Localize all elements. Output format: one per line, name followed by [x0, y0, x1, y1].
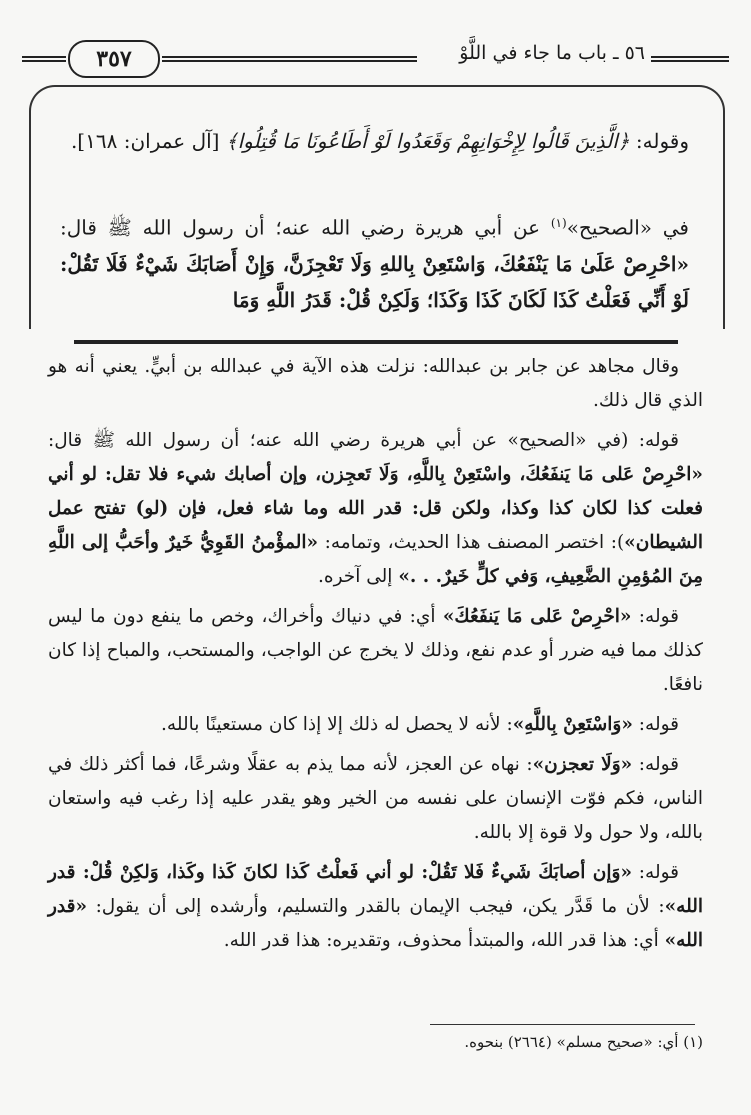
commentary-paragraph-6: [48, 856, 703, 958]
p2-mid: ): اختصر المصنف هذا الحديث، وتمامه:: [318, 532, 625, 553]
commentary-paragraph-4: [48, 708, 703, 742]
p5-rest: : نهاه عن العجز، لأنه مما يذم به عقلًا وشرعًا، فما أكثر ذلك في الناس، فكم فوّت الإنسان على نفسه من الخير وهو يقدر عليه إذا رغب فيه واستعان بالله، ولا حول ولا قوة إلا بالله.: [48, 754, 703, 843]
commentary-paragraph-2: [48, 424, 703, 594]
page-number-badge: [68, 40, 160, 78]
chapter-title: ٥٦ ـ باب ما جاء في اللَّوْ: [459, 42, 645, 64]
p3-quote: «احْرِصْ عَلى مَا يَنفَعُكَ»: [442, 606, 632, 627]
verse-reference: [آل عمران: ١٦٨].: [70, 129, 226, 153]
p2-hadith: «احْرِصْ عَلى مَا يَنفَعُكَ، واسْتَعِنْ بِاللَّهِ، وَلَا تَعجِزن، وإن أصابك شيء فلا تقل: لو أني فعلت كذا لكان كذا وكذا، ولكن قل: قدر الله وما شاء فعل، فإن (لو) تفتح عمل الشيطان»: [48, 464, 703, 553]
verse-text: ﴿الَّذِينَ قَالُوا لِإِخْوَانِهِمْ وَقَعَدُوا لَوْ أَطَاعُونَا مَا قُتِلُوا﴾: [225, 129, 630, 153]
p4-quote: «وَاسْتَعِنْ بِاللَّهِ»: [512, 714, 633, 735]
footnote-rule: [430, 1024, 695, 1025]
page-header: [22, 38, 729, 82]
p2-lead: قوله: (في «الصحيح» عن أبي هريرة رضي الله عنه؛ أن رسول الله ﷺ قال:: [48, 430, 679, 451]
commentary-paragraph-5: [48, 748, 703, 850]
commentary: [48, 350, 703, 964]
verse-paragraph: [60, 120, 689, 162]
p5-lead: قوله:: [632, 754, 679, 775]
p2-end: إلى آخره.: [318, 566, 399, 587]
hadith-source: في «الصحيح»: [566, 215, 689, 240]
verse-intro: وقوله:: [629, 129, 689, 153]
p6-lead: قوله:: [632, 862, 679, 883]
commentary-paragraph-1: وقال مجاهد عن جابر بن عبدالله: نزلت هذه الآية في عبدالله بن أبيٍّ. يعني أنه هو الذي قال ذلك.: [48, 356, 703, 411]
p6-end: أي: هذا قدر الله، والمبتدأ محذوف، وتقديره: هذا قدر الله.: [223, 930, 665, 951]
p4-lead: قوله:: [632, 714, 679, 735]
header-rule-left: [22, 56, 66, 62]
footnote-marker: (١): [550, 216, 567, 230]
p6-quote-2: «قدر الله»: [48, 896, 703, 951]
p6-quote: «وَإن أصابَكَ شَيءٌ فَلا تَقُلْ: لو أني فَعلْتُ كَذا لكانَ كَذا وكَذا، وَلكِنْ قُلْ: قدر الله»: [48, 862, 703, 917]
hadith-text: «احْرِصْ عَلَىٰ مَا يَنْفَعُكَ، وَاسْتَعِنْ بِاللهِ وَلَا تَعْجِزَنَّ، وَإِنْ أَصَابَكَ شَيْءٌ فَلَا تَقُلْ: لَوْ أَنِّي فَعَلْتُ كَذَا لَكَانَ كَذَا وَكَذَا؛ وَلَكِنْ قُلْ: قَدَرُ اللَّهِ وَمَا: [60, 251, 689, 312]
hadith-paragraph: [60, 205, 689, 318]
hadith-narration: عن أبي هريرة رضي الله عنه؛ أن رسول الله ﷺ قال:: [60, 215, 551, 240]
p4-rest: : لأنه لا يحصل له ذلك إلا إذا كان مستعينًا بالله.: [161, 714, 513, 735]
p3-rest: أي: في دنياك وأخراك، وخص ما ينفع دون ما ليس كذلك مما فيه ضرر أو عدم نفع، وذلك لا يخرج عن الواجب، والمستحب، والمباح إذا كان نافعًا.: [48, 606, 703, 695]
commentary-paragraph-3: [48, 600, 703, 702]
p6-rest: : لأن ما قَدَّر يكن، فيجب الإيمان بالقدر والتسليم، وأرشده إلى أن يقول:: [87, 896, 665, 917]
footnote: (١) أي: «صحيح مسلم» (٢٦٦٤) بنحوه.: [464, 1033, 703, 1051]
page-number: ٣٥٧: [96, 46, 132, 72]
matn-divider: [74, 340, 678, 344]
p3-lead: قوله:: [631, 606, 679, 627]
p5-quote: «وَلَا تعجزن»: [532, 754, 633, 775]
p2-hadith-full: «المؤْمنُ القَوِيُّ خَيرٌ وأحَبُّ إلى اللَّهِ مِنَ المُؤمِنِ الضَّعِيفِ، وَفي كلٍّ خَيرٌ. . .»: [48, 532, 703, 587]
header-rule-middle: [162, 56, 417, 62]
header-rule-right: [651, 56, 729, 62]
